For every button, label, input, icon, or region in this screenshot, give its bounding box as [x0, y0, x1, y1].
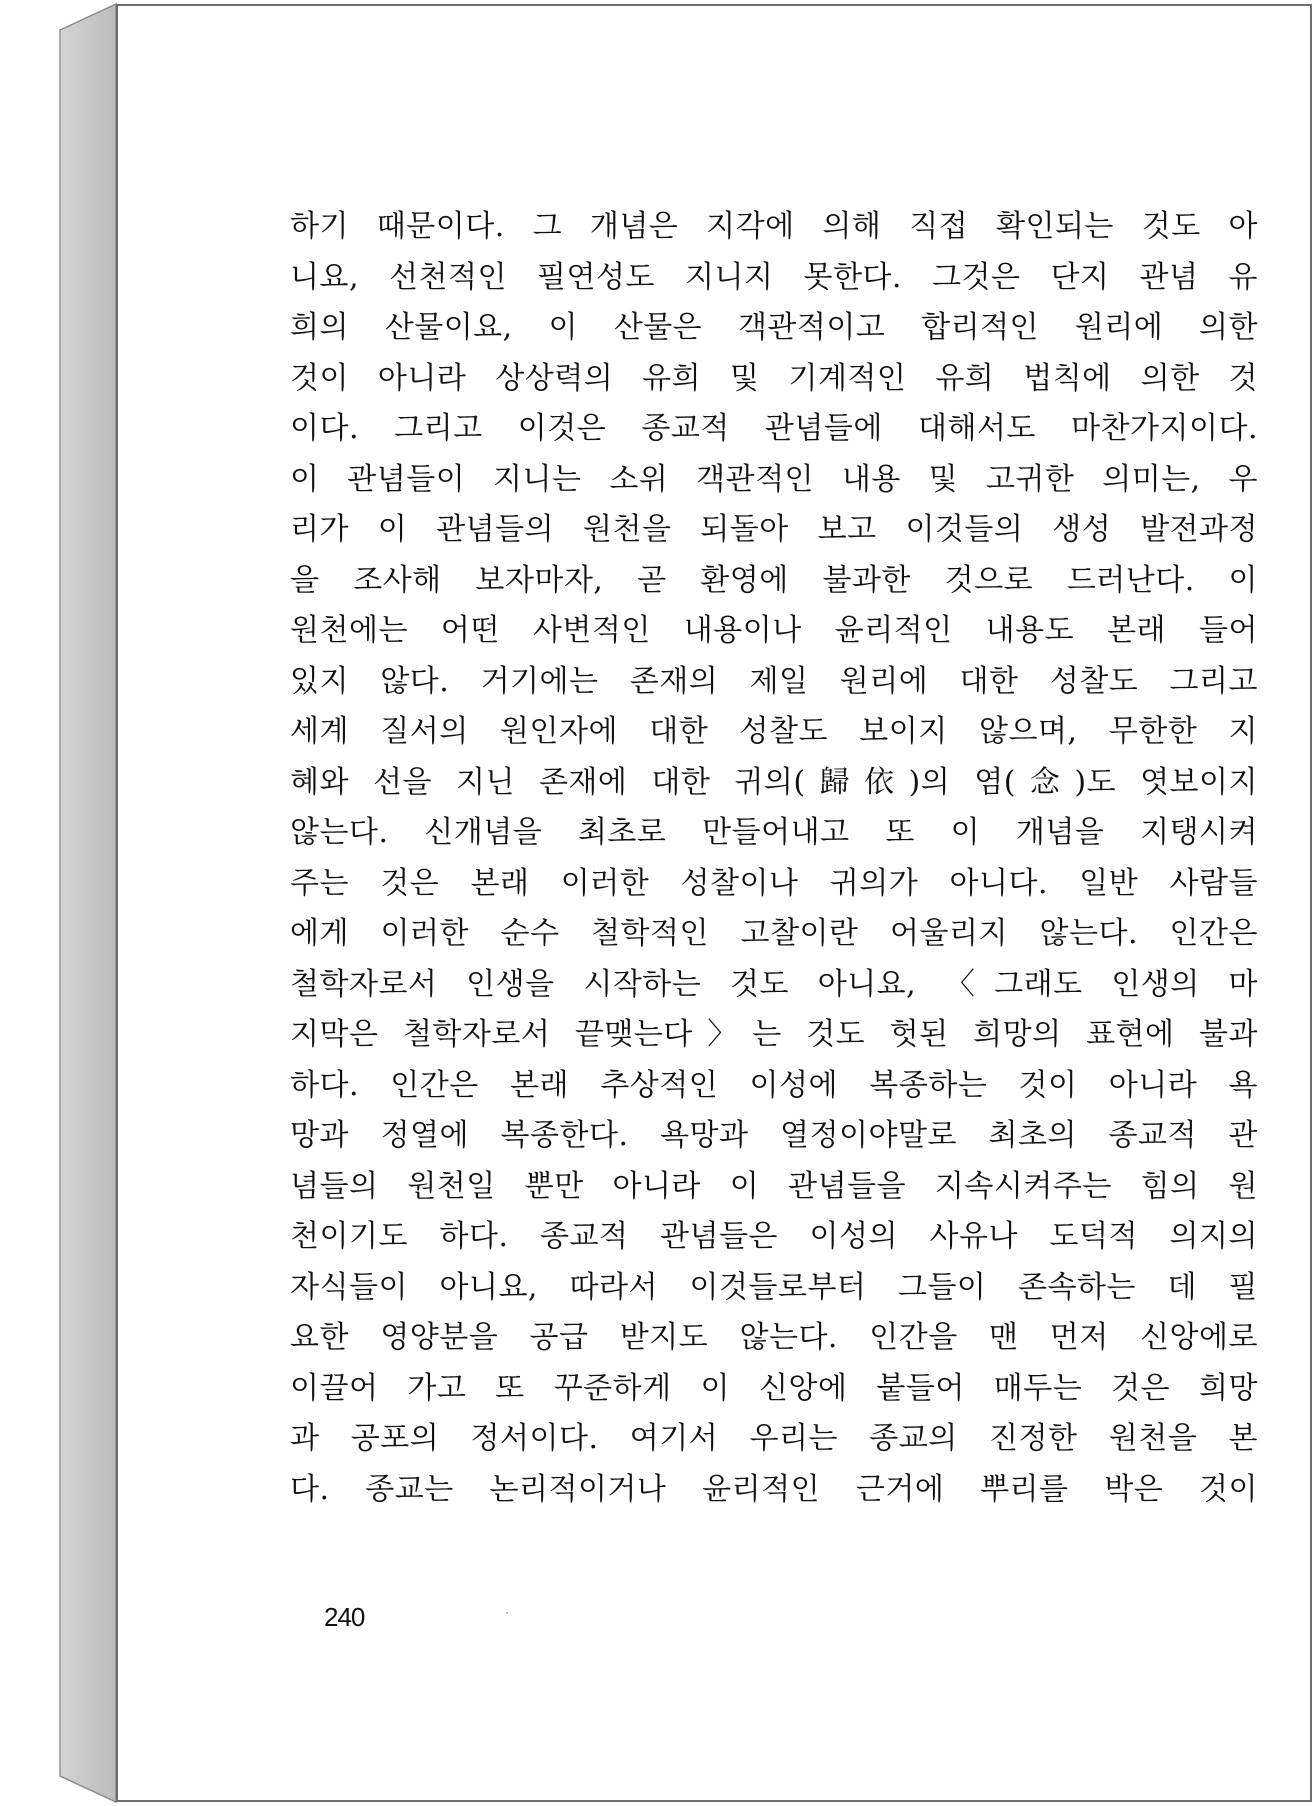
text-line: 이 관념들이 지니는 소위 객관적인 내용 및 고귀한 의미는, 우: [290, 461, 1258, 497]
text-line: 리가 이 관념들의 원천을 되돌아 보고 이것들의 생성 발전과정: [290, 512, 1258, 547]
text-line: 천이기도 하다. 종교적 관념들은 이성의 사유나 도덕적 의지의: [290, 1219, 1258, 1254]
text-line: 혜와 선을 지닌 존재에 대한 귀의(歸依)의 염(念)도 엿보이지: [290, 764, 1258, 800]
text-line: 이다. 그리고 이것은 종교적 관념들에 대해서도 마찬가지이다.: [290, 411, 1258, 446]
text-line: 세계 질서의 원인자에 대한 성찰도 보이지 않으며, 무한한 지: [290, 714, 1258, 749]
text-line: 하다. 인간은 본래 추상적인 이성에 복종하는 것이 아니라 욕: [290, 1067, 1258, 1103]
text-line: 것이 아니라 상상력의 유희 및 기계적인 유희 법칙에 의한 것: [290, 360, 1258, 396]
text-line: 희의 산물이요, 이 산물은 객관적이고 합리적인 원리에 의한: [290, 310, 1258, 345]
text-line: 자식들이 아니요, 따라서 이것들로부터 그들이 존속하는 데 필: [290, 1269, 1258, 1305]
text-line: 다. 종교는 논리적이거나 윤리적인 근거에 뿌리를 박은 것이: [290, 1471, 1258, 1507]
text-line: 주는 것은 본래 이러한 성찰이나 귀의가 아니다. 일반 사람들: [290, 865, 1258, 901]
text-line: 에게 이러한 순수 철학적인 고찰이란 어울리지 않는다. 인간은: [290, 916, 1258, 951]
scan-speck: [506, 1612, 508, 1614]
body-text: [290, 202, 1258, 1515]
text-line: 철학자로서 인생을 시작하는 것도 아니요, 〈그래도 인생의 마: [290, 966, 1258, 1002]
text-line: 념들의 원천일 뿐만 아니라 이 관념들을 지속시켜주는 힘의 원: [290, 1168, 1258, 1204]
text-line: 않는다. 신개념을 최초로 만들어내고 또 이 개념을 지탱시켜: [290, 815, 1258, 850]
text-line: 요한 영양분을 공급 받지도 않는다. 인간을 맨 먼저 신앙에로: [290, 1320, 1258, 1355]
text-line: 망과 정열에 복종한다. 욕망과 열정이야말로 최초의 종교적 관: [290, 1118, 1258, 1153]
text-line: 하기 때문이다. 그 개념은 지각에 의해 직접 확인되는 것도 아: [290, 209, 1258, 244]
page-number: 240: [324, 1602, 365, 1632]
book-page: [116, 4, 1312, 1802]
text-line: 지막은 철학자로서 끝맺는다〉는 것도 헛된 희망의 표현에 불과: [290, 1017, 1258, 1052]
text-line: 과 공포의 정서이다. 여기서 우리는 종교의 진정한 원천을 본: [290, 1421, 1258, 1456]
text-line: 니요, 선천적인 필연성도 지니지 못한다. 그것은 단지 관념 유: [290, 259, 1258, 295]
text-line: 을 조사해 보자마자, 곧 환영에 불과한 것으로 드러난다. 이: [290, 562, 1258, 598]
text-line: 이끌어 가고 또 꾸준하게 이 신앙에 붙들어 매두는 것은 희망: [290, 1370, 1258, 1406]
text-line: 있지 않다. 거기에는 존재의 제일 원리에 대한 성찰도 그리고: [290, 663, 1258, 699]
text-line: 원천에는 어떤 사변적인 내용이나 윤리적인 내용도 본래 들어: [290, 613, 1258, 648]
